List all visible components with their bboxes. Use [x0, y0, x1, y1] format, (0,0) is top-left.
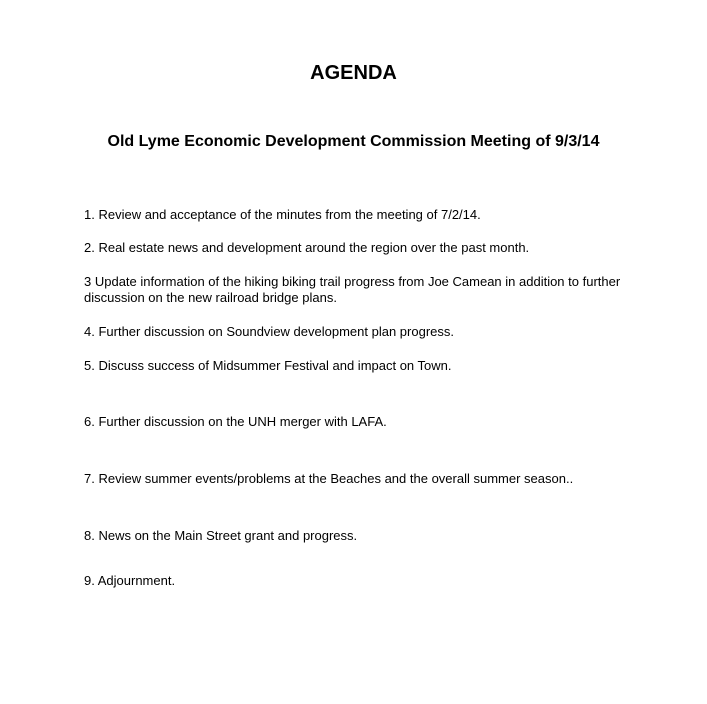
agenda-item-1: 1. Review and acceptance of the minutes from the meeting of 7/2/14. [84, 207, 481, 222]
agenda-item-9: 9. Adjournment. [84, 573, 176, 588]
agenda-item-6: 6. Further discussion on the UNH merger with LAFA. [84, 414, 387, 429]
agenda-item-3: 3 Update information of the hiking biking trail progress from Joe Camean in addition to further discussion on the new railroad bridge plans. [84, 274, 621, 305]
agenda-item-2: 2. Real estate news and development around the region over the past month. [84, 240, 530, 255]
agenda-item-8: 8. News on the Main Street grant and progress. [84, 528, 358, 543]
agenda-title: AGENDA [310, 62, 397, 84]
agenda-item-5: 5. Discuss success of Midsummer Festival and impact on Town. [84, 358, 452, 373]
agenda-item-4: 4. Further discussion on Soundview development plan progress. [84, 324, 454, 339]
agenda-item-7: 7. Review summer events/problems at the Beaches and the overall summer season.. [84, 471, 574, 486]
meeting-subtitle: Old Lyme Economic Development Commission Meeting of 9/3/14 [107, 133, 600, 150]
